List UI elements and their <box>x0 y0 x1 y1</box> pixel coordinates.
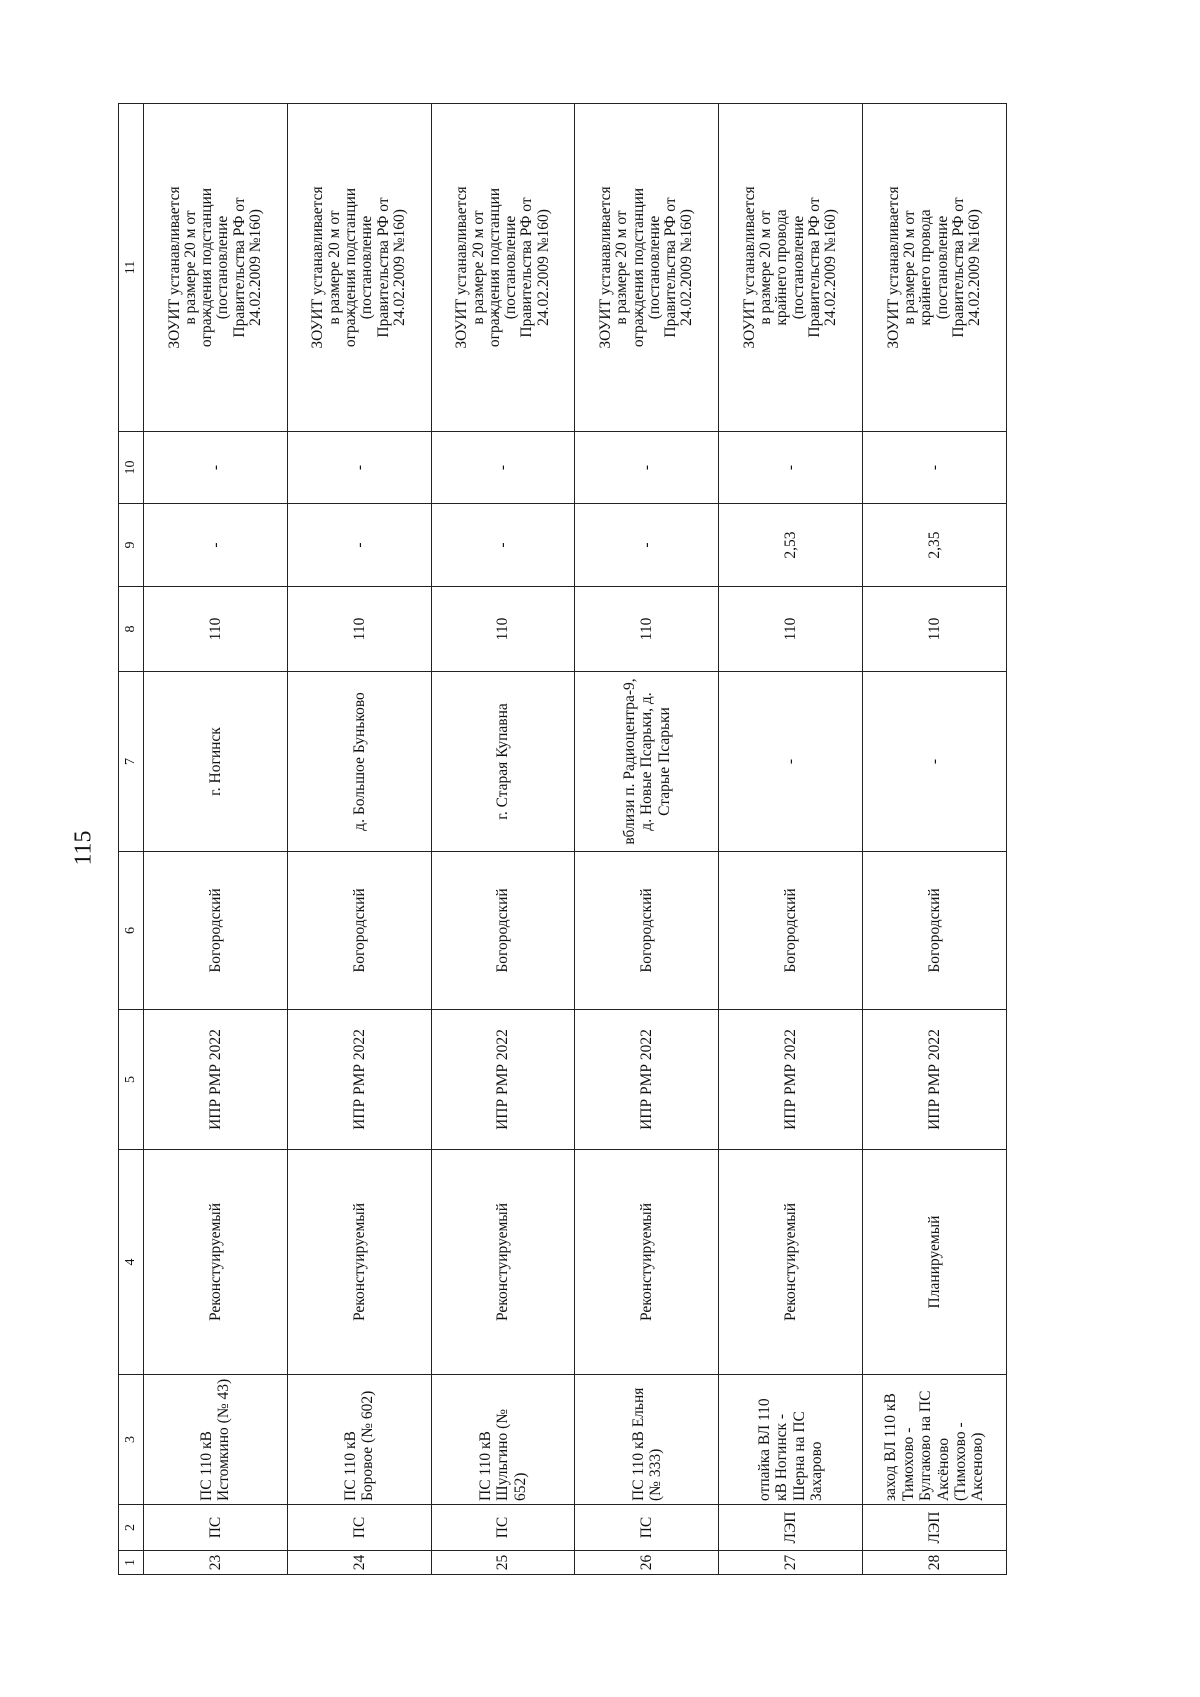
object-col10: - <box>575 432 719 504</box>
object-district: Богородский <box>431 852 575 1010</box>
table-row <box>287 104 431 1575</box>
column-number-row <box>119 104 144 1575</box>
object-col10: - <box>719 432 863 504</box>
object-status: Реконстуируемый <box>575 1150 719 1375</box>
page-number: 115 <box>70 830 97 866</box>
table-row <box>575 104 719 1575</box>
object-location: вблизи п. Радиоцентра-9, д. Новые Псарьки, д. Старые Псарьки <box>575 672 719 852</box>
object-type: ПС <box>431 1505 575 1551</box>
object-name: отпайка ВЛ 110 кВ Ногинск - Шерна на ПС Захарово <box>719 1375 863 1505</box>
zone-line: Правительства РФ от <box>949 197 967 338</box>
zone-line: ЗОУИТ устанавливается <box>309 186 327 349</box>
zone-line: крайнего провода <box>917 209 935 326</box>
zone-line: в размере 20 м от <box>757 210 775 325</box>
object-district: Богородский <box>719 852 863 1010</box>
object-type: ПС <box>144 1505 288 1551</box>
data-table <box>118 103 1007 1575</box>
object-name: ПС 110 кВ Шульгино (№ 652) <box>431 1375 575 1505</box>
object-col10: - <box>863 432 1007 504</box>
zone-line: в размере 20 м от <box>469 210 487 325</box>
object-length: - <box>431 504 575 587</box>
zone-line: 24.02.2009 №160) <box>534 209 552 326</box>
object-length: 2,35 <box>863 504 1007 587</box>
zone-line: (постановление <box>214 215 232 320</box>
zone-description <box>287 104 431 432</box>
object-name: ПС 110 кВ Истомкино (№ 43) <box>144 1375 288 1505</box>
zone-description <box>863 104 1007 432</box>
object-location: - <box>863 672 1007 852</box>
row-number: 23 <box>144 1551 288 1575</box>
zone-line: (постановление <box>358 215 376 320</box>
object-voltage: 110 <box>719 587 863 672</box>
object-voltage: 110 <box>431 587 575 672</box>
table-row <box>144 104 288 1575</box>
zone-description <box>575 104 719 432</box>
object-source: ИПР РМР 2022 <box>863 1010 1007 1150</box>
object-voltage: 110 <box>863 587 1007 672</box>
rotated-table-wrapper <box>118 104 1007 1575</box>
object-status: Реконстуируемый <box>144 1150 288 1375</box>
object-source: ИПР РМР 2022 <box>719 1010 863 1150</box>
object-col10: - <box>144 432 288 504</box>
column-number: 6 <box>119 852 144 1010</box>
object-location: - <box>719 672 863 852</box>
row-number: 24 <box>287 1551 431 1575</box>
object-source: ИПР РМР 2022 <box>575 1010 719 1150</box>
zone-line: крайнего провода <box>773 209 791 326</box>
object-type: ПС <box>287 1505 431 1551</box>
zone-line: Правительства РФ от <box>518 197 536 338</box>
zone-line: в размере 20 м от <box>613 210 631 325</box>
zone-line: 24.02.2009 №160) <box>246 209 264 326</box>
zone-line: 24.02.2009 №160) <box>390 209 408 326</box>
zone-description <box>719 104 863 432</box>
zone-line: (постановление <box>933 215 951 320</box>
zone-line: Правительства РФ от <box>662 197 680 338</box>
row-number: 25 <box>431 1551 575 1575</box>
column-number: 11 <box>119 104 144 432</box>
row-number: 28 <box>863 1551 1007 1575</box>
object-status: Реконстуируемый <box>431 1150 575 1375</box>
object-name: ПС 110 кВ Ельня (№ 333) <box>575 1375 719 1505</box>
column-number: 3 <box>119 1375 144 1505</box>
object-type: ЛЭП <box>863 1505 1007 1551</box>
object-location: д. Большое Буньково <box>287 672 431 852</box>
column-number: 9 <box>119 504 144 587</box>
object-length: - <box>287 504 431 587</box>
zone-line: ЗОУИТ устанавливается <box>597 186 615 349</box>
object-voltage: 110 <box>575 587 719 672</box>
object-type: ЛЭП <box>719 1505 863 1551</box>
column-number: 8 <box>119 587 144 672</box>
row-number: 26 <box>575 1551 719 1575</box>
zone-line: (постановление <box>645 215 663 320</box>
table-row <box>431 104 575 1575</box>
zone-line: ЗОУИТ устанавливается <box>453 186 471 349</box>
zone-line: Правительства РФ от <box>805 197 823 338</box>
zone-line: ограждения подстанции <box>341 187 359 348</box>
table-row <box>719 104 863 1575</box>
object-district: Богородский <box>144 852 288 1010</box>
zone-line: ограждения подстанции <box>198 187 216 348</box>
zone-line: 24.02.2009 №160) <box>678 209 696 326</box>
zone-line: в размере 20 м от <box>901 210 919 325</box>
zone-description <box>431 104 575 432</box>
object-district: Богородский <box>863 852 1007 1010</box>
object-status: Планируемый <box>863 1150 1007 1375</box>
object-source: ИПР РМР 2022 <box>431 1010 575 1150</box>
column-number: 4 <box>119 1150 144 1375</box>
table-row <box>863 104 1007 1575</box>
object-voltage: 110 <box>287 587 431 672</box>
zone-line: 24.02.2009 №160) <box>822 209 840 326</box>
object-col10: - <box>287 432 431 504</box>
object-district: Богородский <box>287 852 431 1010</box>
column-number: 2 <box>119 1505 144 1551</box>
zone-line: Правительства РФ от <box>230 197 248 338</box>
zone-line: ЗОУИТ устанавливается <box>165 186 183 349</box>
object-status: Реконстуируемый <box>719 1150 863 1375</box>
object-voltage: 110 <box>144 587 288 672</box>
zone-line: ЗОУИТ устанавливается <box>740 186 758 349</box>
object-location: г. Старая Купавна <box>431 672 575 852</box>
zone-line: ограждения подстанции <box>485 187 503 348</box>
zone-line: Правительства РФ от <box>374 197 392 338</box>
object-name: ПС 110 кВ Боровое (№ 602) <box>287 1375 431 1505</box>
zone-line: (постановление <box>502 215 520 320</box>
object-length: 2,53 <box>719 504 863 587</box>
object-length: - <box>575 504 719 587</box>
zone-description <box>144 104 288 432</box>
zone-line: в размере 20 м от <box>325 210 343 325</box>
row-number: 27 <box>719 1551 863 1575</box>
zone-line: 24.02.2009 №160) <box>966 209 984 326</box>
object-source: ИПР РМР 2022 <box>144 1010 288 1150</box>
column-number: 10 <box>119 432 144 504</box>
object-type: ПС <box>575 1505 719 1551</box>
object-name: заход ВЛ 110 кВ Тимохово - Булгаково на ПС Аксёново (Тимохово - Аксеново) <box>863 1375 1007 1505</box>
object-col10: - <box>431 432 575 504</box>
column-number: 1 <box>119 1551 144 1575</box>
object-location: г. Ногинск <box>144 672 288 852</box>
zone-line: в размере 20 м от <box>181 210 199 325</box>
object-length: - <box>144 504 288 587</box>
object-source: ИПР РМР 2022 <box>287 1010 431 1150</box>
zone-line: ограждения подстанции <box>629 187 647 348</box>
object-status: Реконстуируемый <box>287 1150 431 1375</box>
object-district: Богородский <box>575 852 719 1010</box>
zone-line: ЗОУИТ устанавливается <box>884 186 902 349</box>
column-number: 7 <box>119 672 144 852</box>
zone-line: (постановление <box>789 215 807 320</box>
column-number: 5 <box>119 1010 144 1150</box>
